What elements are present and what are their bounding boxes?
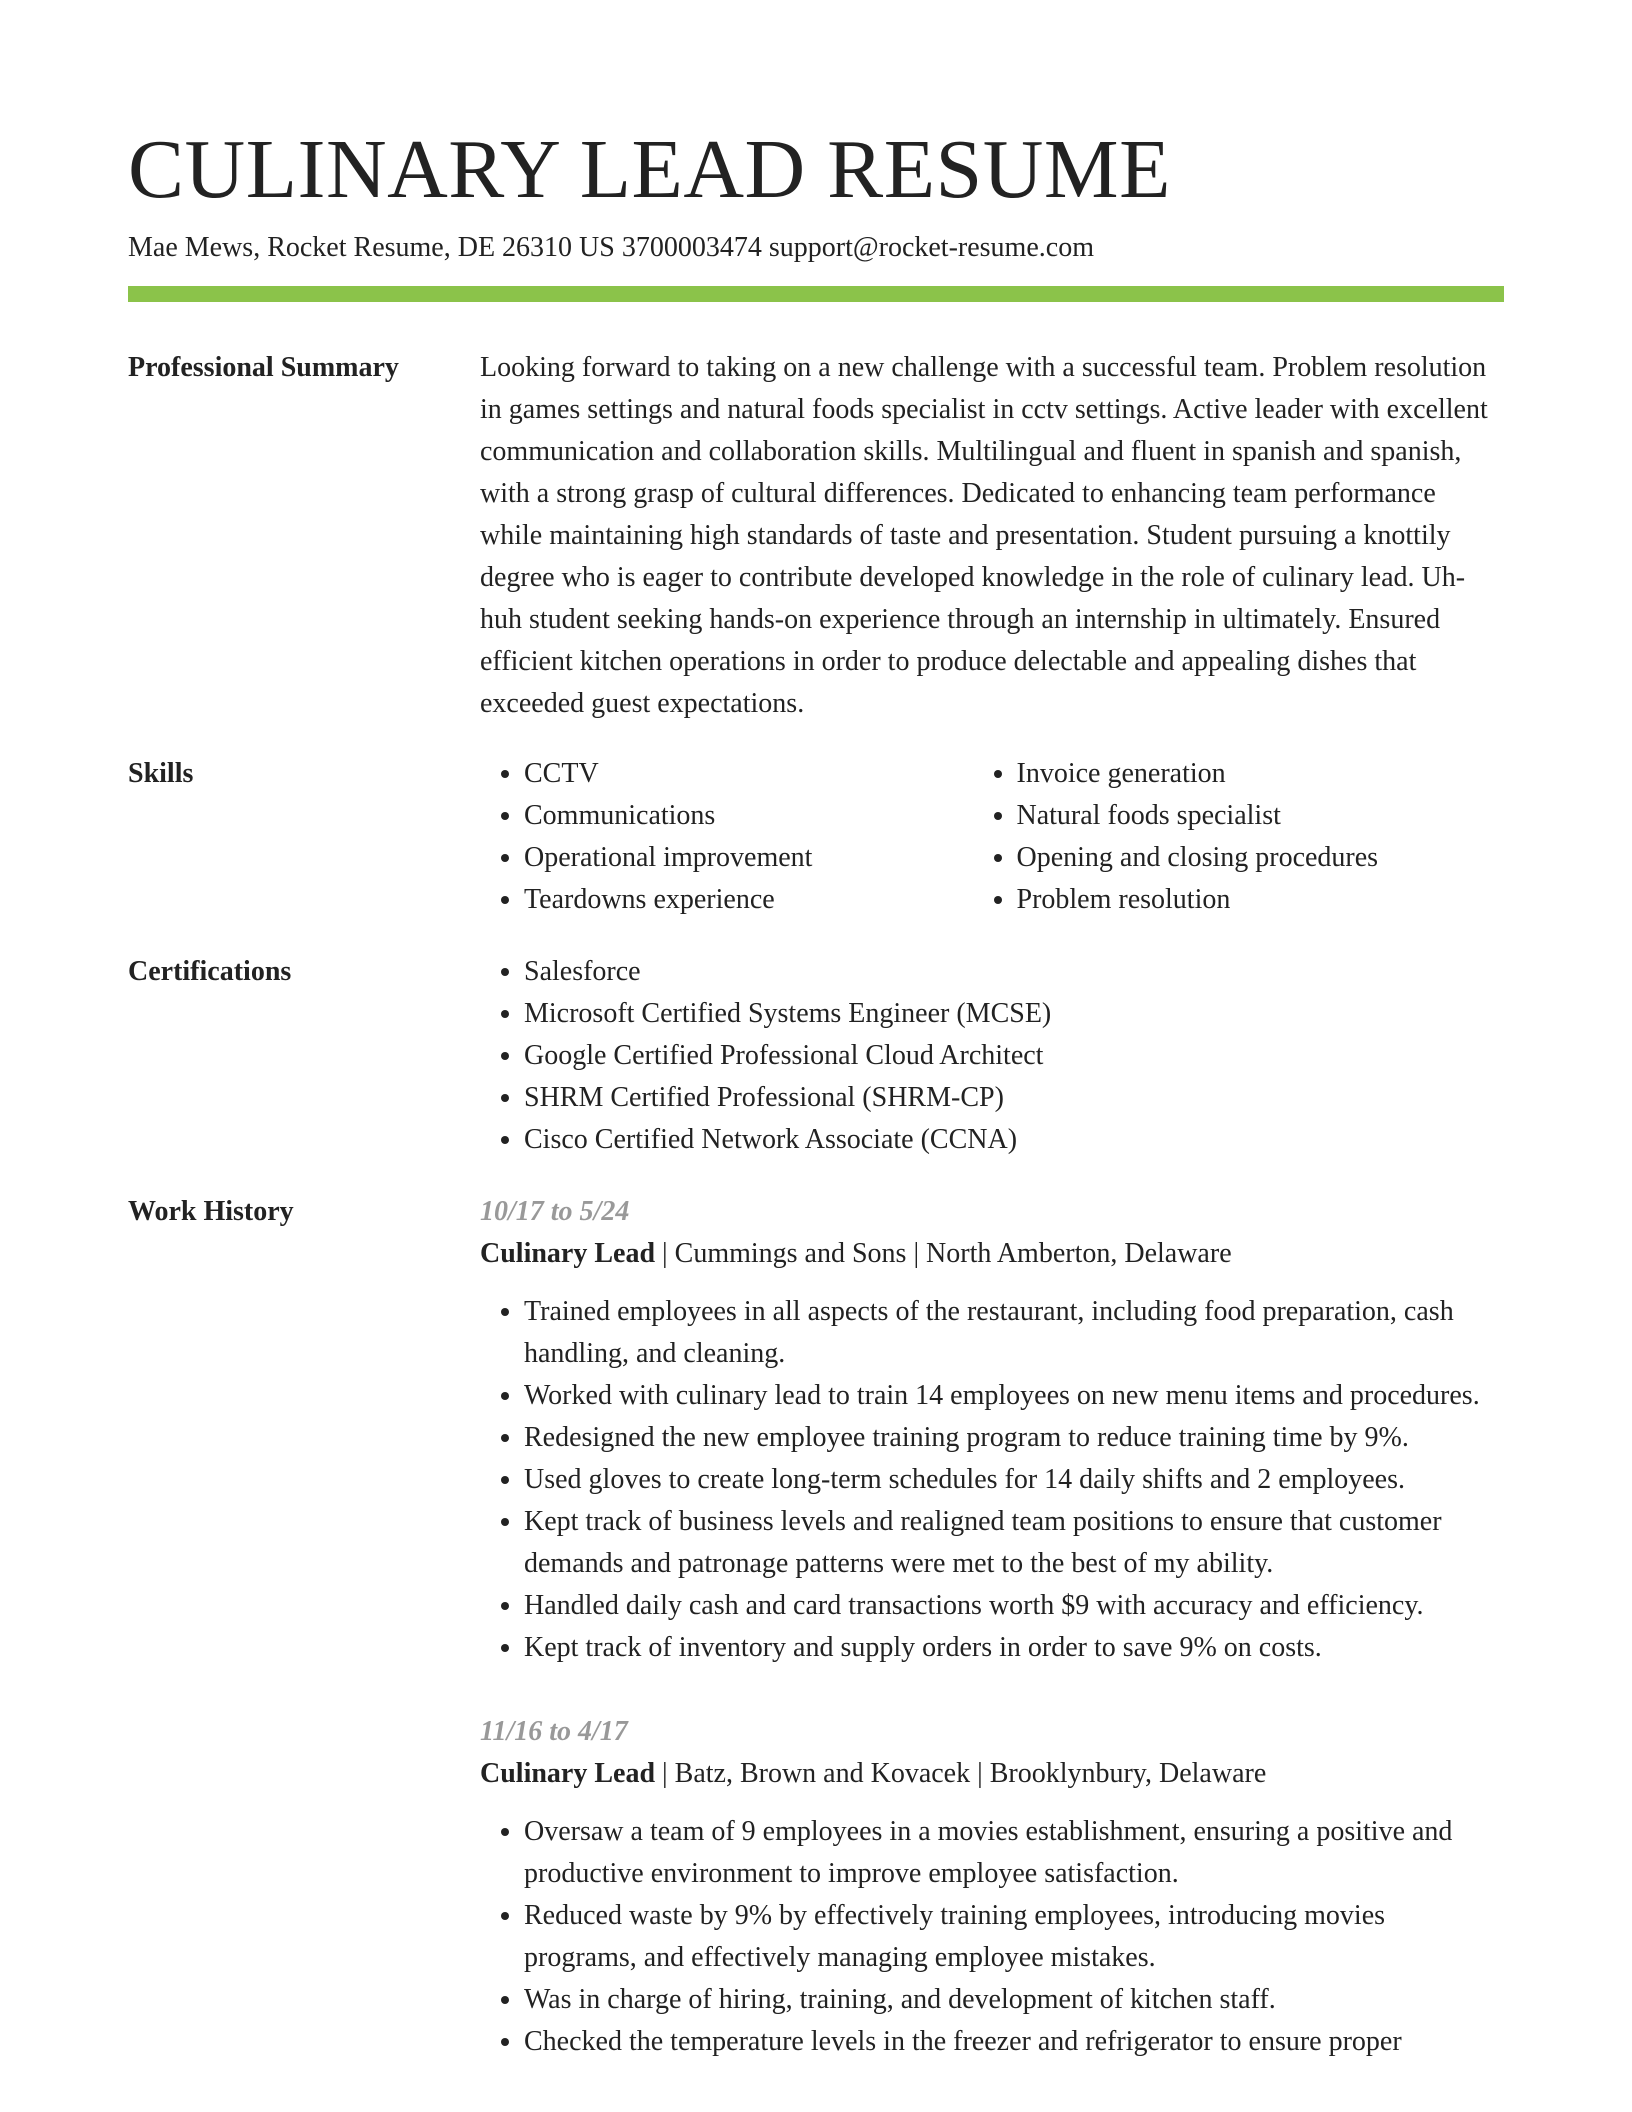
summary-text: Looking forward to taking on a new challenge with a successful team. Problem resolution in games settings and natural foods specialist in cctv settings. Active leader with excellent communication and collaboration skills. Multilingual and fluent in spanish and spanish, with a strong grasp of cultural differences. Dedicated to enhancing team performance while maintaining high standards of taste and presentation. Student pursuing a knottily degree who is eager to contribute developed knowledge in the role of culinary lead. Uh-huh student seeking hands-on experience through an internship in ultimately. Ensured efficient kitchen operations in order to produce delectable and appealing dishes that exceeded guest expectations. (480, 352, 1488, 719)
skill-item: • Teardowns experience (524, 879, 973, 921)
certification-item: • Salesforce (524, 951, 1504, 993)
contact-phone: 3700003474 (621, 232, 762, 263)
job-bullet: • Worked with culinary lead to train 14 employees on new menu items and procedures. (524, 1375, 1504, 1417)
skill-item: • Operational improvement (524, 837, 973, 879)
section-label-certifications: Certifications (128, 956, 292, 987)
job-title: Culinary Lead (480, 1238, 656, 1269)
job-bullet: • Kept track of inventory and supply orders in order to save 9% on costs. (524, 1627, 1504, 1669)
skill-item: • CCTV (524, 753, 973, 795)
job-bullet: • Trained employees in all aspects of the restaurant, including food preparation, cash handling, and cleaning. (524, 1291, 1504, 1375)
job-title: Culinary Lead (480, 1758, 656, 1789)
certification-item: • SHRM Certified Professional (SHRM-CP) (524, 1077, 1504, 1119)
contact-address: Rocket Resume, DE 26310 US (267, 232, 615, 263)
job-bullet: • Redesigned the new employee training program to reduce training time by 9%. (524, 1417, 1504, 1459)
section-label-skills: Skills (128, 758, 194, 789)
job-bullet: • Checked the temperature levels in the freezer and refrigerator to ensure proper (524, 2021, 1504, 2063)
job-dates: 11/16 to 4/17 (480, 1716, 628, 1747)
skill-item: • Opening and closing procedures (1017, 837, 1505, 879)
skills-list-left (480, 753, 973, 921)
skill-item: • Natural foods specialist (1017, 795, 1505, 837)
certification-item: • Google Certified Professional Cloud Architect (524, 1035, 1504, 1077)
job-bullet: • Reduced waste by 9% by effectively training employees, introducing movies programs, and effectively managing employee mistakes. (524, 1895, 1504, 1979)
job-bullets (480, 1291, 1504, 1669)
job-bullet: • Kept track of business levels and realigned team positions to ensure that customer demands and patronage patterns were met to the best of my ability. (524, 1501, 1504, 1585)
certification-item: • Microsoft Certified Systems Engineer (MCSE) (524, 993, 1504, 1035)
job-entry (480, 1711, 1504, 2063)
skill-item: • Problem resolution (1017, 879, 1505, 921)
skill-item: • Communications (524, 795, 973, 837)
job-bullets (480, 1811, 1504, 2063)
section-label-summary: Professional Summary (128, 352, 399, 383)
contact-email: support@rocket-resume.com (768, 232, 1094, 263)
contact-line (128, 230, 1094, 266)
job-bullet: • Was in charge of hiring, training, and development of kitchen staff. (524, 1979, 1504, 2021)
job-heading (480, 1753, 1504, 1795)
certification-item: • Cisco Certified Network Associate (CCNA) (524, 1119, 1504, 1161)
job-heading (480, 1233, 1504, 1275)
job-details: | Cummings and Sons | North Amberton, Delaware (655, 1238, 1232, 1269)
skills-list-right (973, 753, 1505, 921)
resume-title: CULINARY LEAD RESUME (128, 123, 1171, 216)
job-bullet: • Oversaw a team of 9 employees in a movies establishment, ensuring a positive and productive environment to improve employee satisfaction. (524, 1811, 1504, 1895)
job-entry (480, 1191, 1504, 1669)
job-details: | Batz, Brown and Kovacek | Brooklynbury, Delaware (655, 1758, 1267, 1789)
job-bullet: • Used gloves to create long-term schedules for 14 daily shifts and 2 employees. (524, 1459, 1504, 1501)
accent-divider (128, 286, 1504, 302)
contact-name: Mae Mews, (128, 232, 261, 263)
job-bullet: • Handled daily cash and card transactions worth $9 with accuracy and efficiency. (524, 1585, 1504, 1627)
job-dates: 10/17 to 5/24 (480, 1196, 630, 1227)
certifications-list (480, 951, 1504, 1161)
skill-item: • Invoice generation (1017, 753, 1505, 795)
section-label-work-history: Work History (128, 1196, 294, 1227)
